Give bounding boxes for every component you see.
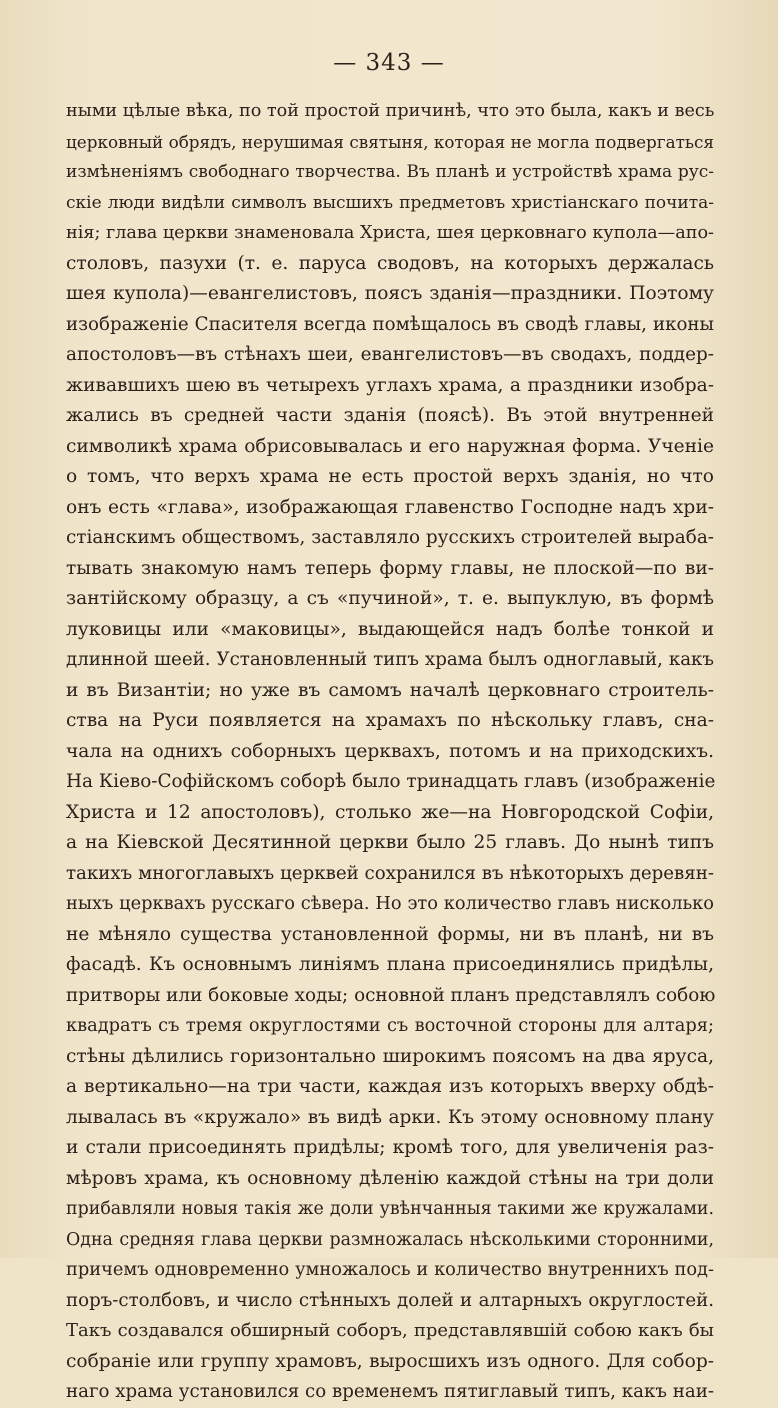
- text-line: лывалась въ «кружало» въ видѣ арки. Къ этому основному плану: [66, 1106, 714, 1128]
- text-line: а на Кіевской Десятинной церкви было 25 главъ. До нынѣ типъ: [66, 832, 714, 853]
- text-line: причемъ одновременно умножалось и количество внутреннихъ под-: [66, 1259, 714, 1280]
- text-line: жались въ средней части зданія (поясѣ). Въ этой внутренней: [66, 405, 714, 426]
- text-line: Одна средняя глава церкви размножалась нѣсколькими сторонними,: [66, 1229, 714, 1250]
- text-line: ныхъ церквахъ русскаго сѣвера. Но это количество главъ нисколько: [66, 893, 714, 914]
- text-line: изображеніе Спасителя всегда помѣщалось въ сводѣ главы, иконы: [66, 313, 714, 335]
- text-line: поръ-столбовъ, и число стѣнныхъ долей и алтарныхъ округлостей.: [66, 1289, 714, 1311]
- text-line: На Кіево-Софійскомъ соборѣ было тринадцать главъ (изображеніе: [66, 771, 716, 792]
- text-line: ства на Руси появляется на храмахъ по нѣскольку главъ, сна-: [66, 710, 714, 731]
- text-line: шея купола)—евангелистовъ, поясъ зданія—праздники. Поэтому: [66, 283, 714, 304]
- text-line: длинной шеей. Установленный типъ храма былъ одноглавый, какъ: [66, 649, 714, 670]
- text-line: собраніе или группу храмовъ, выросшихъ изъ одного. Для собор-: [66, 1350, 714, 1372]
- text-line: не мѣняло существа установленной формы, ни въ планѣ, ни въ: [66, 923, 714, 945]
- text-line: символикѣ храма обрисовывалась и его наружная форма. Ученіе: [66, 435, 714, 457]
- text-line: Такъ создавался обширный соборъ, представлявшій собою какъ бы: [66, 1320, 714, 1341]
- text-line: стіанскимъ обществомъ, заставляло русскихъ строителей выраба-: [66, 527, 715, 548]
- text-line: тывать знакомую намъ теперь форму главы, не плоской—по ви-: [66, 557, 714, 579]
- text-line: притворы или боковые ходы; основной планъ представлялъ собою: [66, 984, 716, 1006]
- text-line: наго храма установился со временемъ пятиглавый типъ, какъ наи-: [66, 1381, 714, 1402]
- text-line: стѣны дѣлились горизонтально широкимъ поясомъ на два яруса,: [66, 1045, 714, 1067]
- text-line: нія; глава церкви знаменовала Христа, шея церковнаго купола—апо-: [66, 223, 714, 243]
- text-line: луковицы или «маковицы», выдающейся надъ болѣе тонкой и: [66, 618, 714, 640]
- text-line: ными цѣлые вѣка, по той простой причинѣ, что это была, какъ и весь: [66, 101, 715, 121]
- text-line: и стали присоединять придѣлы; кромѣ того, для увеличенія раз-: [66, 1137, 714, 1158]
- text-line: чала на однихъ соборныхъ церквахъ, потомъ и на приходскихъ.: [66, 740, 714, 762]
- text-line: и въ Византіи; но уже въ самомъ началѣ церковнаго строитель-: [66, 679, 714, 701]
- text-line: церковный обрядъ, нерушимая святыня, которая не могла подвергаться: [66, 131, 714, 152]
- text-line: живавшихъ шею въ четырехъ углахъ храма, а праздники изобра-: [66, 374, 714, 396]
- text-line: квадратъ съ тремя округлостями съ восточной стороны для алтаря;: [66, 1015, 714, 1036]
- text-line: прибавляли новыя такія же доли увѣнчанныя такими же кружалами.: [66, 1199, 714, 1219]
- text-line: скіе люди видѣли символъ высшихъ предметовъ христіанскаго почита-: [66, 192, 714, 213]
- text-line: зантійскому образцу, а съ «пучиной», т. е. выпуклую, въ формѣ: [66, 588, 714, 609]
- body-text: [66, 96, 714, 1408]
- text-line: Христа и 12 апостоловъ), столько же—на Новгородской Софіи,: [66, 801, 714, 823]
- text-line: такихъ многоглавыхъ церквей сохранился въ нѣкоторыхъ деревян-: [66, 862, 714, 884]
- text-line: измѣненіямъ свободнаго творчества. Въ планѣ и устройствѣ храма рус-: [66, 162, 714, 182]
- text-line: о томъ, что верхъ храма не есть простой верхъ зданія, но что: [66, 466, 714, 487]
- text-line: а вертикально—на три части, каждая изъ которыхъ вверху обдѣ-: [66, 1076, 714, 1097]
- page-number: — 343 —: [333, 50, 445, 76]
- text-line: апостоловъ—въ стѣнахъ шеи, евангелистовъ—въ сводахъ, поддер-: [66, 344, 714, 365]
- text-line: онъ есть «глава», изображающая главенство Господне надъ хри-: [66, 496, 714, 518]
- text-line: мѣровъ храма, къ основному дѣленію каждой стѣны на три доли: [66, 1167, 714, 1189]
- text-line: фасадѣ. Къ основнымъ линіямъ плана присоединялись придѣлы,: [66, 954, 714, 975]
- text-line: столовъ, пазухи (т. е. паруса сводовъ, на которыхъ держалась: [66, 252, 714, 274]
